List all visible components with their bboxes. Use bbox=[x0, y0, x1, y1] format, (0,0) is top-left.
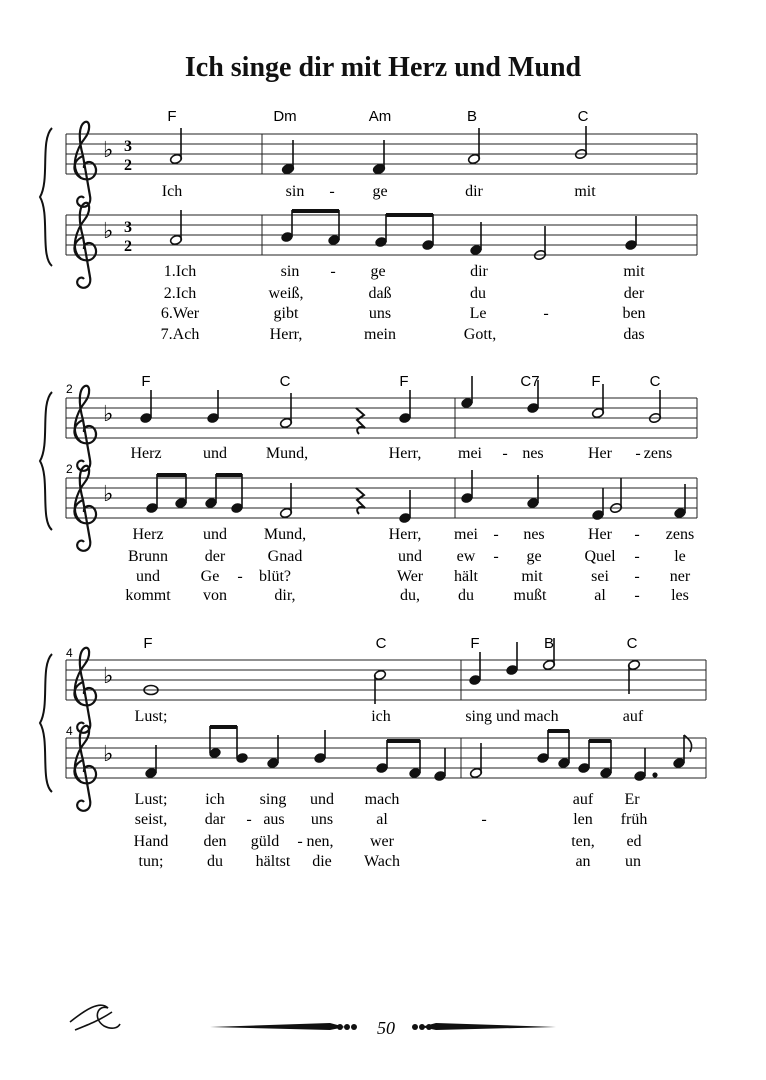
melody-lyric: zens bbox=[643, 445, 673, 462]
chord-symbol: C bbox=[375, 635, 387, 652]
verse-lyric: - bbox=[481, 811, 487, 828]
verse-lyric: und bbox=[398, 548, 422, 565]
page-number: 50 bbox=[377, 1018, 395, 1038]
verse-lyric: 7.Ach bbox=[160, 326, 200, 343]
verse-lyric: Wer bbox=[396, 568, 424, 585]
melody-lyric: Mund, bbox=[265, 445, 309, 462]
verse-lyric: ner bbox=[669, 568, 691, 585]
verse-staff bbox=[66, 215, 697, 255]
verse-lyric: mit bbox=[623, 263, 645, 280]
verse-lyric: mit bbox=[521, 568, 543, 585]
verse-lyric: Brunn bbox=[128, 548, 168, 565]
melody-lyric: - bbox=[635, 445, 641, 462]
chord-symbol: F bbox=[141, 373, 151, 390]
chord-symbol: F bbox=[167, 108, 177, 125]
verse-lyric: ben bbox=[622, 305, 646, 322]
chord-symbol: B bbox=[466, 108, 478, 125]
verse-lyric: 1.Ich bbox=[163, 263, 197, 280]
verse-lyric: uns bbox=[368, 305, 392, 322]
verse-lyric: Gnad bbox=[267, 548, 303, 565]
text-layer bbox=[66, 108, 694, 870]
verse-lyric: - bbox=[543, 305, 549, 322]
melody-lyric: Ich bbox=[161, 183, 183, 200]
verse-lyric: mein bbox=[364, 326, 396, 343]
chord-symbol: C7 bbox=[520, 373, 540, 390]
verse-lyric: - bbox=[634, 526, 640, 543]
verse-lyric: sin bbox=[280, 263, 300, 280]
verse-lyric: tun; bbox=[138, 853, 164, 870]
verse-lyric: Herr, bbox=[388, 526, 422, 543]
verse-lyric: hältst bbox=[255, 853, 291, 870]
verse-lyric: und bbox=[203, 526, 227, 543]
melody-lyric: mei bbox=[458, 445, 482, 462]
verse-lyric: Gott, bbox=[463, 326, 497, 343]
melody-lyric: - bbox=[502, 445, 508, 462]
flat-sign: ♭ bbox=[103, 663, 114, 688]
verse-lyric: mach bbox=[364, 791, 400, 808]
verse-lyric: Herz bbox=[132, 526, 164, 543]
chord-symbol: C bbox=[649, 373, 661, 390]
flat-sign: ♭ bbox=[103, 218, 114, 243]
verse-lyric: Herr, bbox=[269, 326, 303, 343]
verse-notes bbox=[145, 726, 692, 781]
flat-sign: ♭ bbox=[103, 401, 114, 426]
time-sig-bottom: 2 bbox=[124, 238, 132, 255]
verse-lyric: kommt bbox=[125, 587, 171, 604]
verse-lyric: hält bbox=[454, 568, 478, 585]
verse-lyric: - bbox=[634, 587, 640, 604]
melody-lyric: mit bbox=[574, 183, 596, 200]
verse-lyric: die bbox=[312, 853, 332, 870]
verse-lyric: un bbox=[625, 853, 641, 870]
verse-lyric: dar bbox=[204, 811, 226, 828]
melody-lyric: Lust; bbox=[134, 708, 168, 725]
chord-symbol: C bbox=[279, 373, 291, 390]
verse-lyric: sing bbox=[259, 791, 287, 808]
verse-lyric: Lust; bbox=[134, 791, 168, 808]
melody-notes bbox=[169, 126, 587, 175]
verse-lyric: ge bbox=[526, 548, 542, 565]
verse-lyric: Quel bbox=[584, 548, 616, 565]
verse-lyric: der bbox=[623, 285, 645, 302]
verse-lyric: ew bbox=[456, 548, 476, 565]
verse-lyric: - bbox=[297, 833, 303, 850]
verse-lyric: le bbox=[674, 548, 686, 565]
verse-lyric: du bbox=[458, 587, 474, 604]
verse-lyric: zens bbox=[665, 526, 695, 543]
verse-lyric: mußt bbox=[513, 587, 547, 604]
verse-lyric: früh bbox=[620, 811, 648, 828]
verse-lyric: les bbox=[671, 587, 689, 604]
verse-lyric: al bbox=[594, 587, 606, 604]
verse-lyric: ge bbox=[370, 263, 386, 280]
verse-lyric: Er bbox=[624, 791, 640, 808]
verse-lyric: len bbox=[573, 811, 593, 828]
melody-lyric: sing und mach bbox=[465, 708, 559, 725]
verse-lyric: Wach bbox=[363, 853, 401, 870]
verse-lyric: von bbox=[203, 587, 227, 604]
verse-lyric: den bbox=[203, 833, 227, 850]
verse-lyric: der bbox=[204, 548, 226, 565]
verse-lyric: und bbox=[310, 791, 334, 808]
verse-lyric: güld bbox=[250, 833, 280, 850]
verse-lyric: du bbox=[207, 853, 223, 870]
verse-lyric: - bbox=[246, 811, 252, 828]
verse-lyric: dir, bbox=[274, 587, 296, 604]
melody-lyric: Herr, bbox=[388, 445, 422, 462]
verse-lyric: nes bbox=[523, 526, 545, 543]
brace bbox=[40, 128, 52, 266]
verse-lyric: auf bbox=[572, 791, 594, 808]
melody-lyric: ich bbox=[371, 708, 391, 725]
verse-lyric: nen, bbox=[306, 833, 334, 850]
system-2 bbox=[40, 376, 697, 551]
melody-lyric: sin bbox=[285, 183, 305, 200]
verse-lyric: an bbox=[575, 853, 591, 870]
time-sig-top: 3 bbox=[124, 219, 132, 236]
verse-lyric: Mund, bbox=[263, 526, 307, 543]
melody-lyric: Herz bbox=[130, 445, 162, 462]
melody-lyric: und bbox=[203, 445, 227, 462]
melody-lyric: dir bbox=[465, 183, 483, 200]
verse-lyric: - bbox=[330, 263, 336, 280]
chord-symbol: B bbox=[543, 635, 555, 652]
melody-notes bbox=[144, 638, 641, 704]
brace bbox=[40, 654, 52, 792]
verse-lyric: daß bbox=[368, 285, 392, 302]
verse-lyric: weiß, bbox=[268, 285, 304, 302]
chord-symbol: F bbox=[399, 373, 409, 390]
chord-symbol: Am bbox=[368, 108, 392, 125]
verse-lyric: wer bbox=[370, 833, 394, 850]
system-1 bbox=[40, 122, 697, 288]
melody-lyric: auf bbox=[622, 708, 644, 725]
verse-lyric: du, bbox=[400, 587, 420, 604]
verse-lyric: Her bbox=[588, 526, 612, 543]
verse-lyric: mei bbox=[454, 526, 478, 543]
verse-lyric: Ge bbox=[200, 568, 220, 585]
brace bbox=[40, 392, 52, 530]
melody-staff bbox=[66, 660, 706, 700]
chord-symbol: C bbox=[626, 635, 638, 652]
verse-lyric: - bbox=[634, 568, 640, 585]
verse-lyric: aus bbox=[263, 811, 285, 828]
verse-lyric: 6.Wer bbox=[160, 305, 200, 322]
chord-symbol: F bbox=[143, 635, 153, 652]
footer-ornament bbox=[70, 1005, 556, 1038]
verse-lyric: gibt bbox=[273, 305, 299, 322]
melody-lyric: Her bbox=[588, 445, 612, 462]
time-sig-bottom: 2 bbox=[124, 157, 132, 174]
verse-lyric: und bbox=[136, 568, 160, 585]
melody-lyric: ge bbox=[372, 183, 388, 200]
melody-lyric: nes bbox=[522, 445, 544, 462]
verse-lyric: - bbox=[237, 568, 243, 585]
verse-lyric: du bbox=[470, 285, 486, 302]
verse-lyric: 2.Ich bbox=[163, 285, 197, 302]
measure-number: 2 bbox=[66, 382, 73, 396]
verse-lyric: - bbox=[493, 548, 499, 565]
flat-sign: ♭ bbox=[103, 481, 114, 506]
verse-lyric: blüt? bbox=[259, 568, 291, 585]
verse-lyric: sei bbox=[591, 568, 609, 585]
verse-lyric: al bbox=[376, 811, 388, 828]
verse-lyric: - bbox=[634, 548, 640, 565]
verse-lyric: dir bbox=[470, 263, 488, 280]
verse-lyric: Le bbox=[469, 305, 487, 322]
verse-lyric: ich bbox=[205, 791, 225, 808]
verse-lyric: das bbox=[623, 326, 645, 343]
melody-lyric: - bbox=[329, 183, 335, 200]
verse-lyric: Hand bbox=[133, 833, 169, 850]
flat-sign: ♭ bbox=[103, 137, 114, 162]
verse-lyric: ten, bbox=[571, 833, 595, 850]
flourish-icon bbox=[70, 1005, 120, 1030]
measure-number: 2 bbox=[66, 462, 73, 476]
chord-symbol: F bbox=[591, 373, 601, 390]
chord-symbol: Dm bbox=[273, 108, 297, 125]
verse-lyric: ed bbox=[626, 833, 642, 850]
flat-sign: ♭ bbox=[103, 741, 114, 766]
verse-lyric: uns bbox=[310, 811, 334, 828]
measure-number: 4 bbox=[66, 724, 73, 738]
chord-symbol: F bbox=[470, 635, 480, 652]
verse-lyric: - bbox=[493, 526, 499, 543]
verse-lyric: seist, bbox=[134, 811, 168, 828]
measure-number: 4 bbox=[66, 646, 73, 660]
song-title: Ich singe dir mit Herz und Mund bbox=[184, 52, 582, 83]
time-sig-top: 3 bbox=[124, 138, 132, 155]
chord-symbol: C bbox=[577, 108, 589, 125]
